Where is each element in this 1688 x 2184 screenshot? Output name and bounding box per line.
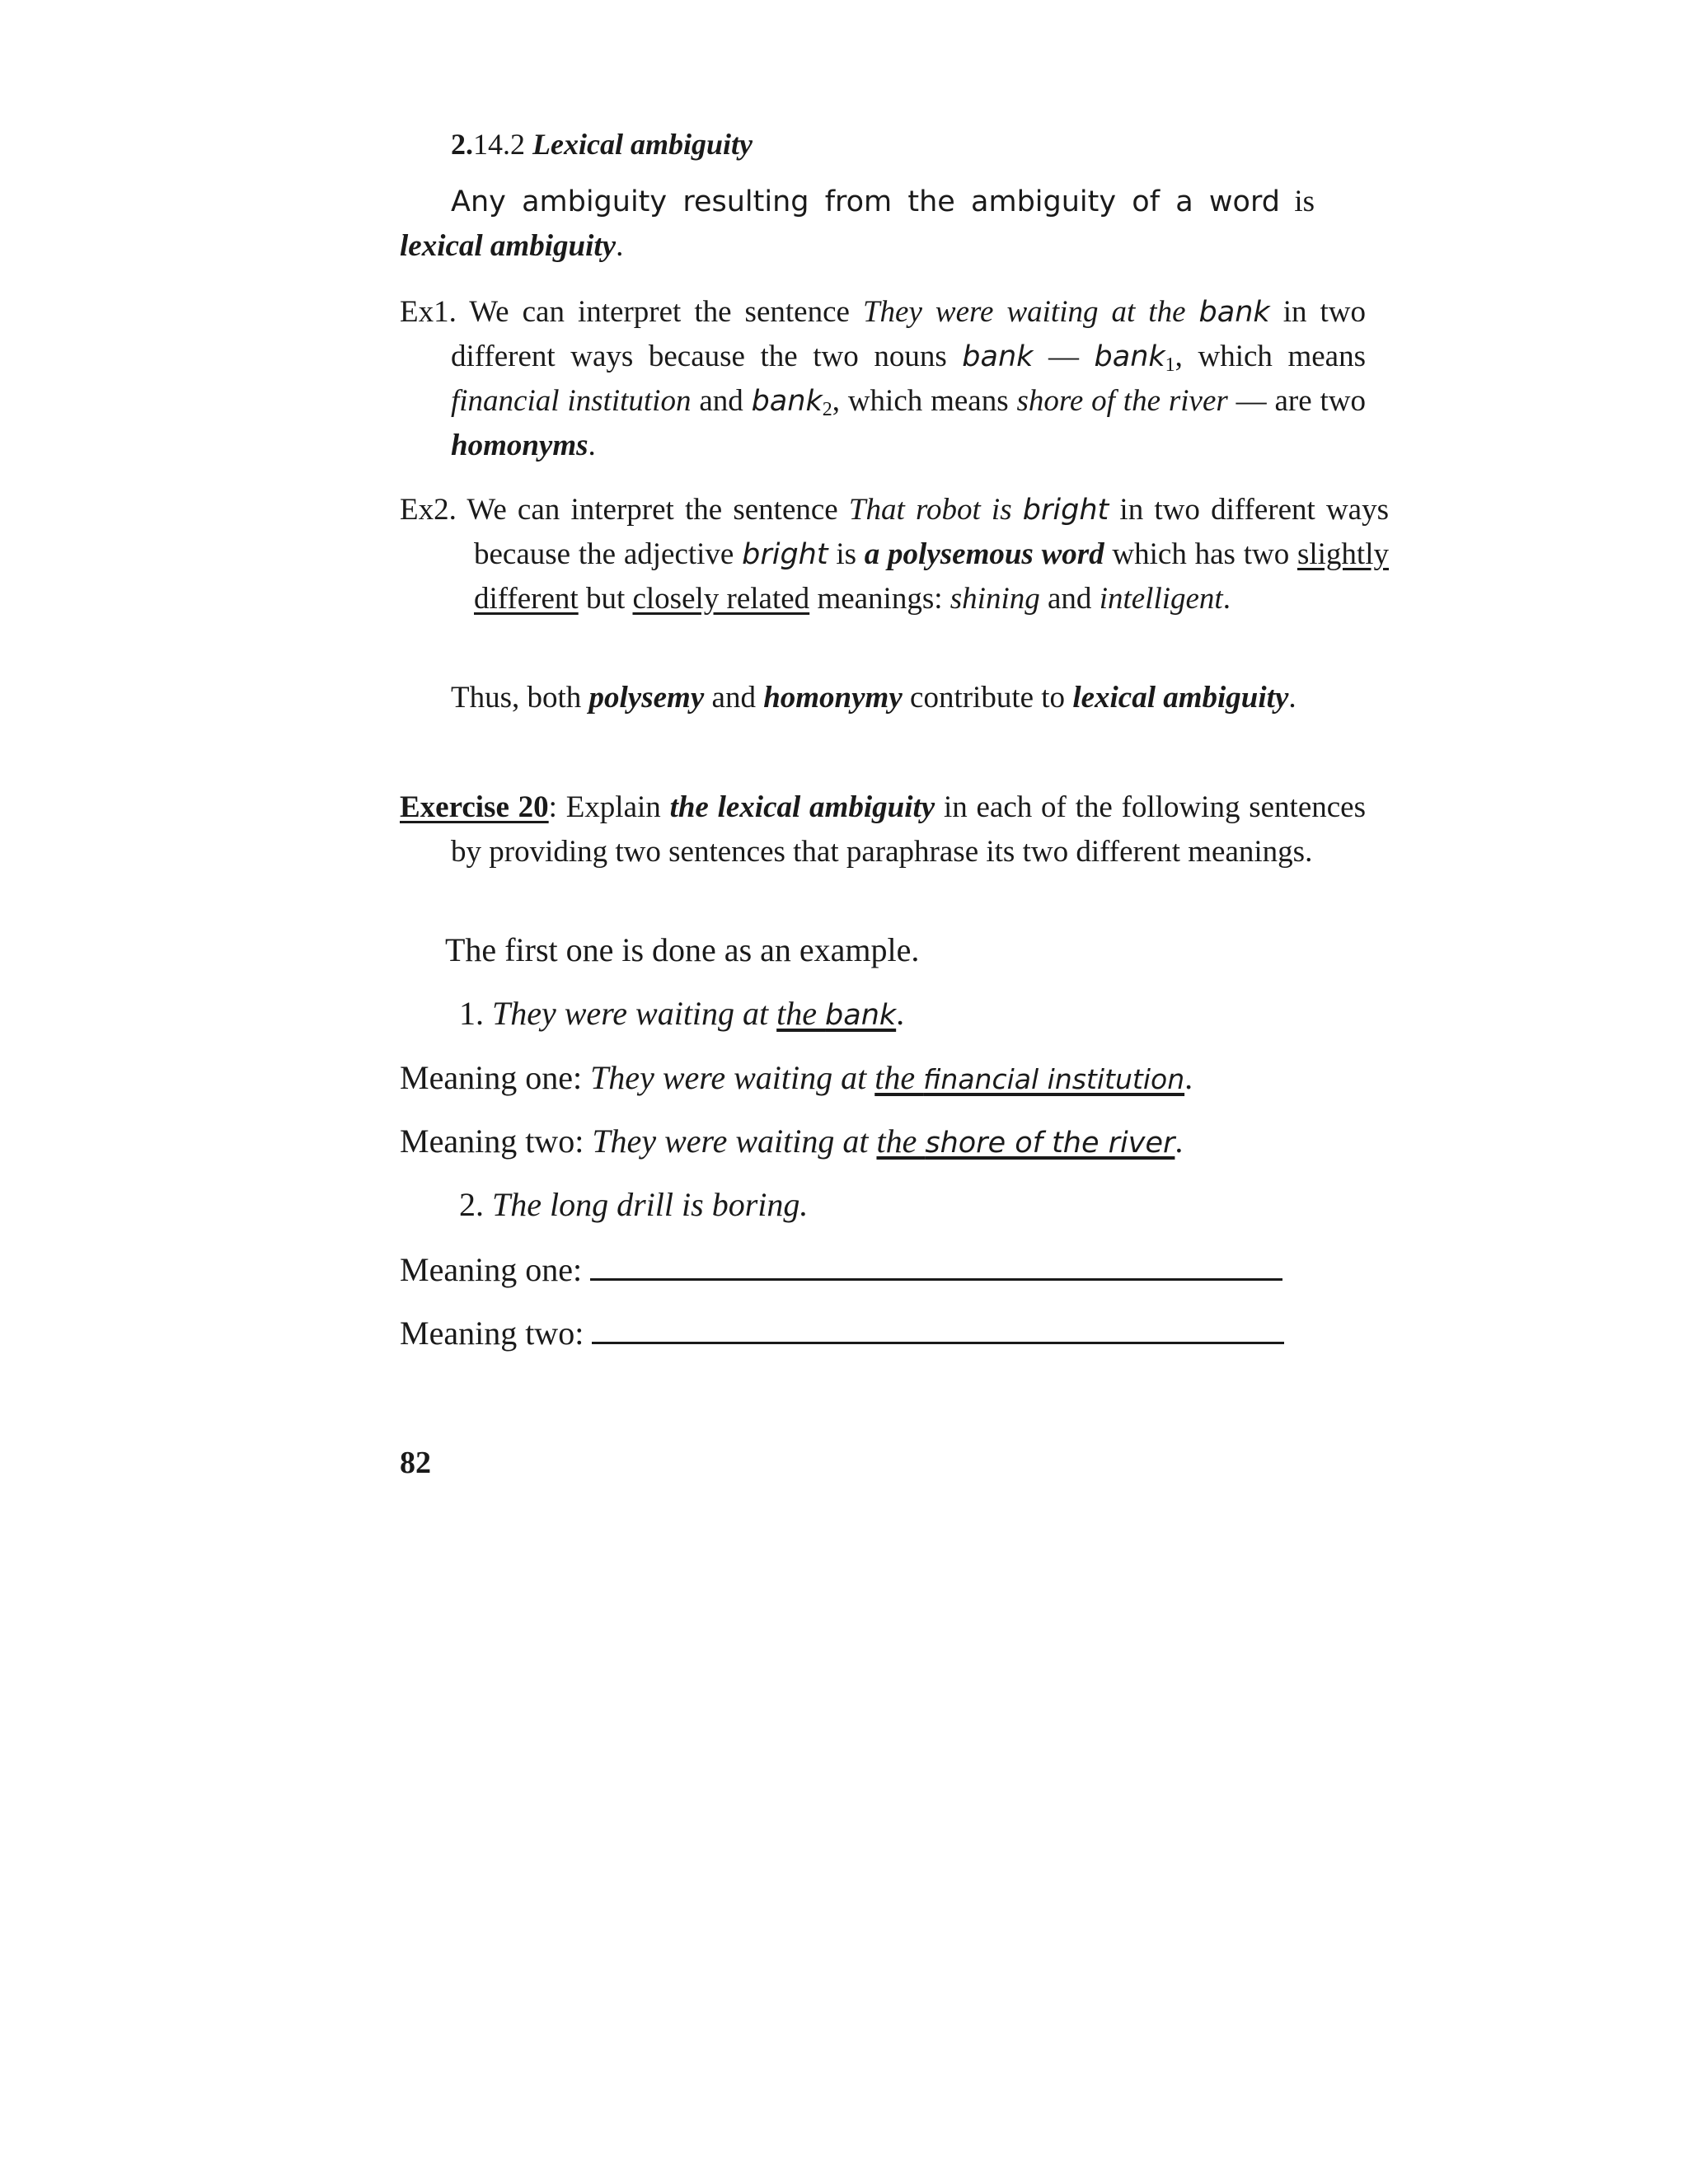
exercise-label: Exercise 20 <box>400 790 549 824</box>
answer-line-1[interactable] <box>590 1245 1282 1281</box>
exercise-instructions: Exercise 20: Explain the lexical ambiguity in each of the following sentences by providing two sentences that paraphrase its two different meanings. <box>400 790 1366 869</box>
example-2-label: Ex2. <box>400 493 457 527</box>
example-1-label: Ex1. <box>400 295 457 329</box>
example-2: Ex2. We can interpret the sentence That robot is bright in two different ways because the adjective bright is a polysemous word which has two slightly different but closely related meanings: shining and intelligent. <box>400 493 1389 616</box>
exercise-item-2: 2. The long drill is boring. <box>459 1186 809 1223</box>
homonyms-term: homonyms <box>451 429 588 462</box>
meaning-one-blank: Meaning one: <box>400 1245 1315 1293</box>
meaning-two-example: Meaning two: They were waiting at the shore of the river. <box>400 1122 1184 1160</box>
definition-paragraph: Any ambiguity resulting from the ambiguity of a word is lexical ambiguity. <box>400 185 1315 263</box>
exercise-item-1: 1. They were waiting at the bank. <box>459 995 905 1032</box>
heading-number-bold: 2. <box>451 128 473 161</box>
summary-paragraph: Thus, both polysemy and homonymy contribute to lexical ambiguity. <box>451 681 1296 715</box>
page-number: 82 <box>400 1446 431 1480</box>
polysemous-term: a polysemous word <box>864 537 1104 571</box>
definition-text: Any ambiguity resulting from the ambiguity of a word <box>451 185 1280 218</box>
definition-term: lexical ambiguity <box>400 229 617 263</box>
example-note: The first one is done as an example. <box>445 931 920 968</box>
meaning-one-example: Meaning one: They were waiting at the financial institution. <box>400 1059 1193 1096</box>
section-heading <box>400 124 1366 165</box>
heading-number: 14.2 <box>473 128 525 161</box>
meaning-two-blank: Meaning two: <box>400 1309 1315 1357</box>
answer-line-2[interactable] <box>592 1309 1284 1344</box>
heading-title: Lexical ambiguity <box>532 128 753 161</box>
example-1: Ex1. We can interpret the sentence They were waiting at the bank in two different ways because the two nouns bank — bank$_1$, which means financial institution and bank$_2$, which means shore of the river — are two homonyms. <box>400 295 1366 462</box>
